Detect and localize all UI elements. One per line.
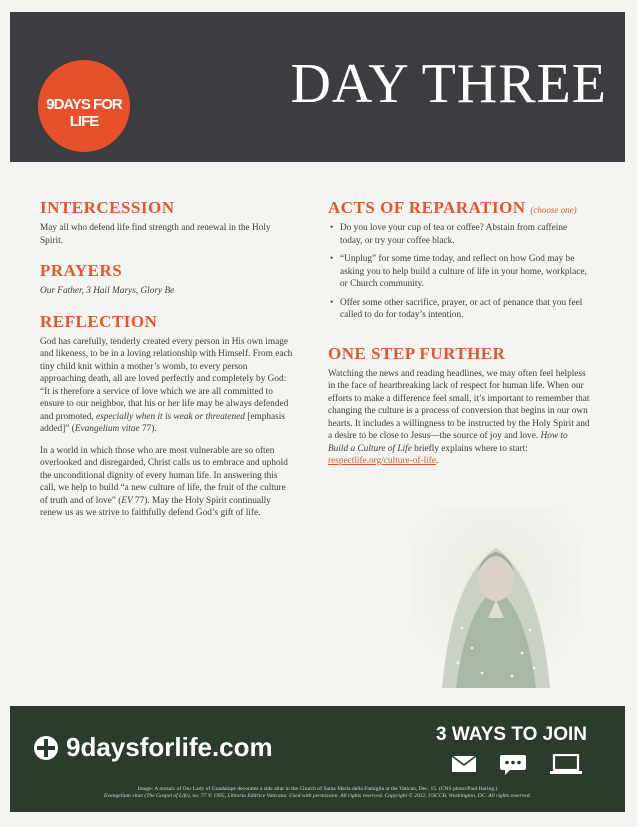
reflection-paragraph-2: In a world in which those who are most vulnerable are so often overlooked and disregarded, Christ calls us to embrace and uphold the unconditional dignity of every human life. In answering this call, we help to build “a new culture of life, the fruit of the culture of truth and of love” (EV 77). May the Holy Spirit continually renew us as we strive to faithfully defend God’s gift of life.	[40, 445, 288, 518]
further-text: Watching the news and reading headlines, we may often feel helpless in the face of heartbreaking lack of respect for human life. When our efforts to make a difference feel small, it’s important to remember that changing the culture is a process of conversion that begins in our own hearts. It includes a willingness to be instructed by the Holy Spirit and a desire to be close to Jesus—the source of joy and love. How to Build a Culture of Life briefly explains where to start: respectlife.org/culture-of-life.	[328, 368, 590, 466]
chat-icon[interactable]	[499, 754, 527, 776]
page-title: DAY THREE	[290, 53, 607, 115]
caption-line-2: Evangelium vitae (The Gospel of Life), no. 77 © 1995, Libreria Editrice Vaticana. Used with permission. All rights reserved. Copyright © 2022, USCCB, Washington, DC. All rights reserved.	[104, 793, 531, 799]
prayers-section	[40, 261, 295, 298]
further-heading: ONE STEP FURTHER	[328, 343, 506, 363]
reparation-list	[328, 222, 590, 322]
caption-line-1: Image: A mosaic of Our Lady of Guadalupe decorates a side altar in the Church of Santa Maria della Famiglia at the Vatican, Dec. 15. (CNS photo/Paul Haring.)	[137, 786, 498, 792]
right-column	[328, 198, 590, 482]
ways-to-join-heading: 3 WAYS TO JOIN	[436, 724, 587, 745]
intercession-text: May all who defend life find strength and renewal in the Holy Spirit.	[40, 223, 271, 246]
reflection-heading: REFLECTION	[40, 311, 158, 331]
9days-logo	[38, 60, 130, 152]
our-lady-of-guadalupe-image	[412, 508, 580, 688]
prayers-text: Our Father, 3 Hail Marys, Glory Be	[40, 286, 175, 296]
list-item: • “Unplug” for some time today, and reflect on how God may be asking you to help build a culture of life in your home, workplace, or Church community.	[328, 253, 590, 291]
reflection-section	[40, 312, 295, 520]
reflection-paragraph-1: God has carefully, tenderly created every person in His own image and likeness, to be in a loving relationship with Himself. From each tiny child knit within a mother’s womb, to every person approaching death, all are loved perfectly and completely by God: “It is therefore a service of love which we are all committed to ensure to our neighbor, that his or her life may be always defended and promoted, especially when it is weak or threatened [emphasis added]” (Evangelium vitae 77).	[40, 336, 293, 434]
list-item: • Do you love your cup of tea or coffee? Abstain from caffeine today, or try your coffee black.	[328, 222, 590, 247]
left-column	[40, 198, 295, 534]
footer-banner	[10, 706, 625, 812]
intercession-section	[40, 198, 295, 247]
reparation-note: (choose one)	[530, 205, 577, 215]
join-icons	[451, 754, 583, 776]
list-item: • Offer some other sacrifice, prayer, or act of penance that you feel called to do for today’s intention.	[328, 297, 590, 322]
intercession-heading: INTERCESSION	[40, 198, 175, 217]
laptop-icon[interactable]	[549, 754, 583, 776]
culture-of-life-link[interactable]: respectlife.org/culture-of-life	[328, 456, 436, 466]
site-link[interactable]	[34, 732, 273, 763]
reparation-section	[328, 198, 590, 322]
cross-icon	[34, 736, 58, 760]
further-section	[328, 344, 590, 468]
header-banner	[10, 12, 625, 162]
prayers-heading: PRAYERS	[40, 261, 123, 280]
envelope-icon[interactable]	[451, 754, 477, 774]
image-credits	[10, 786, 625, 800]
logo-text: 9DAYS FOR LIFE	[46, 96, 122, 130]
reparation-heading: ACTS OF REPARATION (choose one)	[328, 198, 577, 217]
site-text: 9daysforlife.com	[66, 732, 273, 762]
